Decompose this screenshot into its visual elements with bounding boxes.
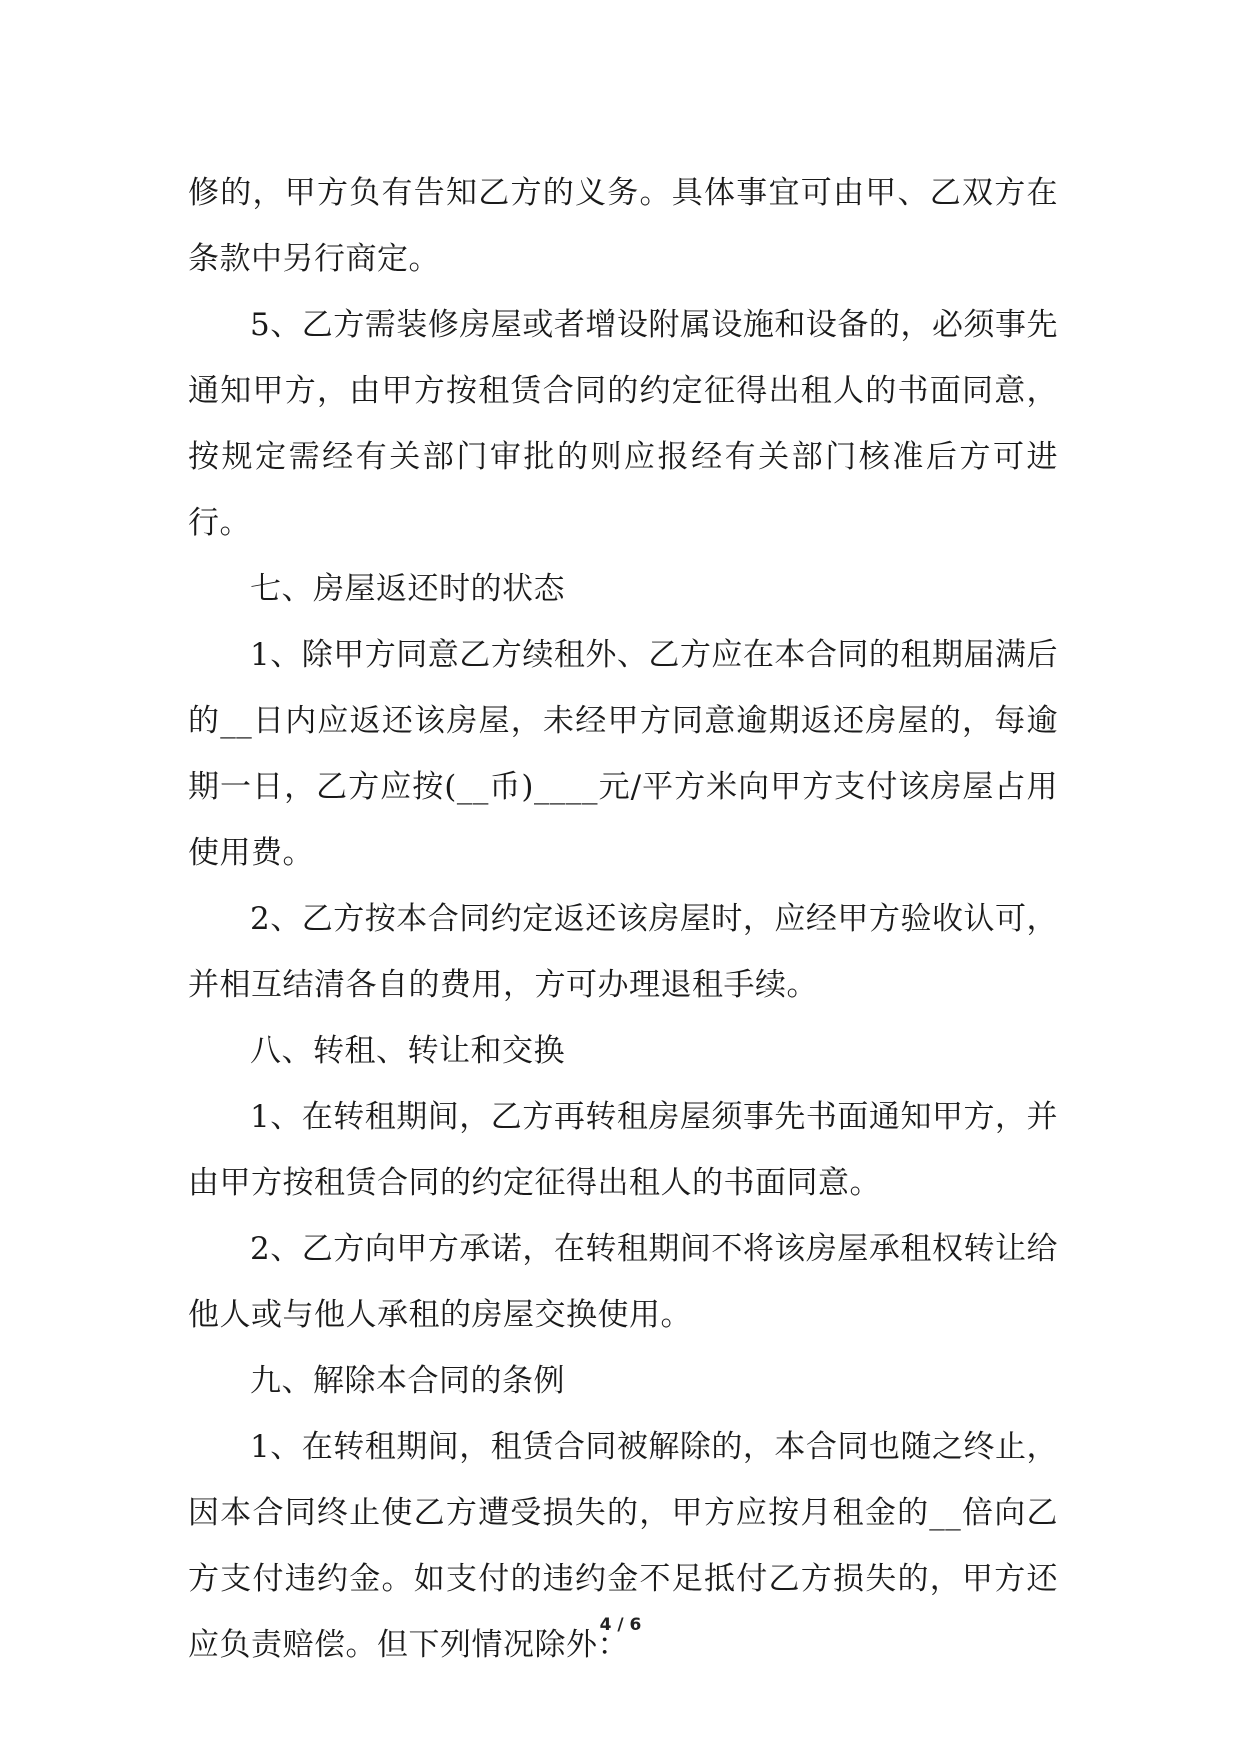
- page-number: 4 / 6: [599, 1615, 642, 1635]
- section-heading-8: 八、转租、转让和交换: [250, 1033, 565, 1069]
- paragraph-clause-8-2: 2、乙方向甲方承诺，在转租期间不将该房屋承租权转让给他人或与他人承租的房屋交换使用。: [188, 1231, 1058, 1333]
- section-heading-9: 九、解除本合同的条例: [250, 1363, 565, 1399]
- section-heading-7: 七、房屋返还时的状态: [250, 571, 565, 607]
- paragraph-clause-5: 5、乙方需装修房屋或者增设附属设施和设备的，必须事先通知甲方，由甲方按租赁合同的约定征得出租人的书面同意，按规定需经有关部门审批的则应报经有关部门核准后方可进行。: [188, 307, 1058, 541]
- paragraph-clause-7-2: 2、乙方按本合同约定返还该房屋时，应经甲方验收认可，并相互结清各自的费用，方可办理退租手续。: [188, 901, 1058, 1003]
- document-body: [188, 160, 1058, 1678]
- paragraph-clause-9-1: 1、在转租期间，租赁合同被解除的，本合同也随之终止，因本合同终止使乙方遭受损失的，甲方应按月租金的__倍向乙方支付违约金。如支付的违约金不足抵付乙方损失的，甲方还应负责赔偿。但下列情况除外：: [188, 1429, 1058, 1663]
- paragraph-clause-7-1: 1、除甲方同意乙方续租外、乙方应在本合同的租期届满后的__日内应返还该房屋，未经甲方同意逾期返还房屋的，每逾期一日，乙方应按(__币)____元/平方米向甲方支付该房屋占用使用费。: [188, 637, 1058, 871]
- paragraph-clause-8-1: 1、在转租期间，乙方再转租房屋须事先书面通知甲方，并由甲方按租赁合同的约定征得出租人的书面同意。: [188, 1099, 1058, 1201]
- paragraph-continuation: 修的，甲方负有告知乙方的义务。具体事宜可由甲、乙双方在条款中另行商定。: [188, 175, 1058, 277]
